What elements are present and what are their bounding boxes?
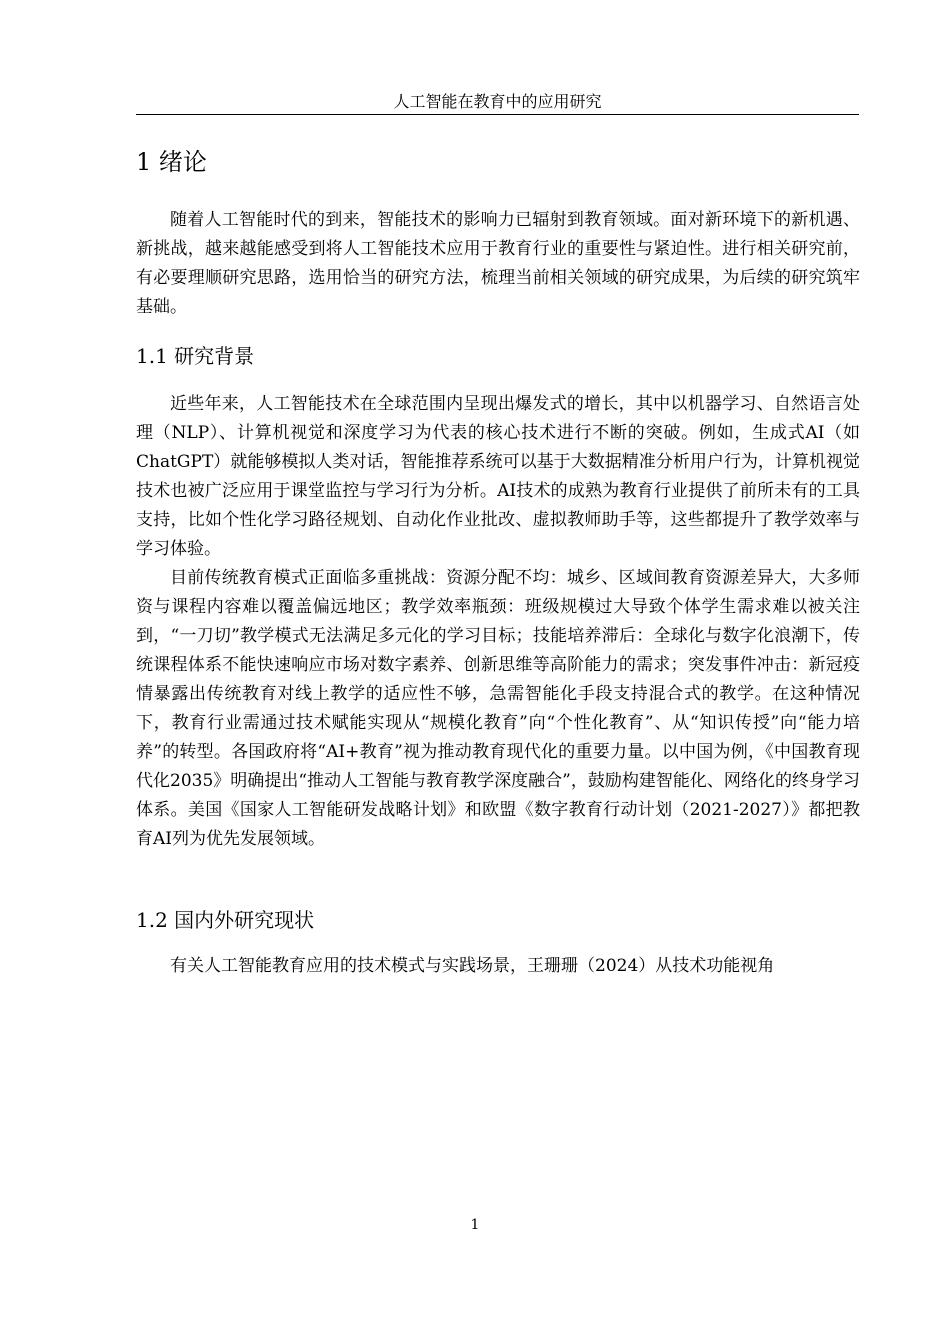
spacer [136,940,860,952]
section-heading-1-1: 1.1 研究背景 [136,344,255,368]
section-heading-1-2: 1.2 国内外研究现状 [136,908,315,932]
running-header: 人工智能在教育中的应用研究 [136,90,859,115]
chapter-heading: 1 绪论 [136,148,207,176]
spacer [136,376,860,390]
body-paragraph: 近些年来，人工智能技术在全球范围内呈现出爆发式的增长，其中以机器学习、自然语言处理（NLP）、计算机视觉和深度学习为代表的核心技术进行不断的突破。例如，生成式AI（如ChatGPT）就能够模拟人类对话，智能推荐系统可以基于大数据精准分析用户行为，计算机视觉技术也被广泛应用于课堂监控与学习行为分析。AI技术的成熟为教育行业提供了前所未有的工具支持，比如个性化学习路径规划、自动化作业批改、虚拟教师助手等，这些都提升了教学效率与学习体验。 [136,394,860,559]
page-number: 1 [470,1217,480,1233]
chapter-intro-paragraph: 随着人工智能时代的到来，智能技术的影响力已辐射到教育领域。面对新环境下的新机遇、新挑战，越来越能感受到将人工智能技术应用于教育行业的重要性与紧迫性。进行相关研究前，有必要理顺研究思路，选用恰当的研究方法，梳理当前相关领域的研究成果，为后续的研究筑牢基础。 [136,210,860,317]
body-paragraph: 目前传统教育模式正面临多重挑战：资源分配不均：城乡、区域间教育资源差异大，大多师资与课程内容难以覆盖偏远地区；教学效率瓶颈：班级规模过大导致个体学生需求难以被关注到，“一刀切”教学模式无法满足多元化的学习目标；技能培养滞后：全球化与数字化浪潮下，传统课程体系不能快速响应市场对数字素养、创新思维等高阶能力的需求；突发事件冲击：新冠疫情暴露出传统教育对线上教学的适应性不够，急需智能化手段支持混合式的教学。在这种情况下，教育行业需通过技术赋能实现从“规模化教育”向“个性化教育”、从“知识传授”向“能力培养”的转型。各国政府将“AI+教育”视为推动教育现代化的重要力量。以中国为例，《中国教育现代化2035》明确提出“推动人工智能与教育教学深度融合”，鼓励构建智能化、网络化的终身学习体系。美国《国家人工智能研发战略计划》和欧盟《数字教育行动计划（2021-2027）》都把教育AI列为优先发展领域。 [136,568,860,849]
spacer [136,322,860,336]
spacer [136,184,860,206]
page-content [136,140,860,981]
spacer [136,854,860,900]
body-paragraph: 有关人工智能教育应用的技术模式与实践场景，王珊珊（2024）从技术功能视角 [170,956,775,976]
